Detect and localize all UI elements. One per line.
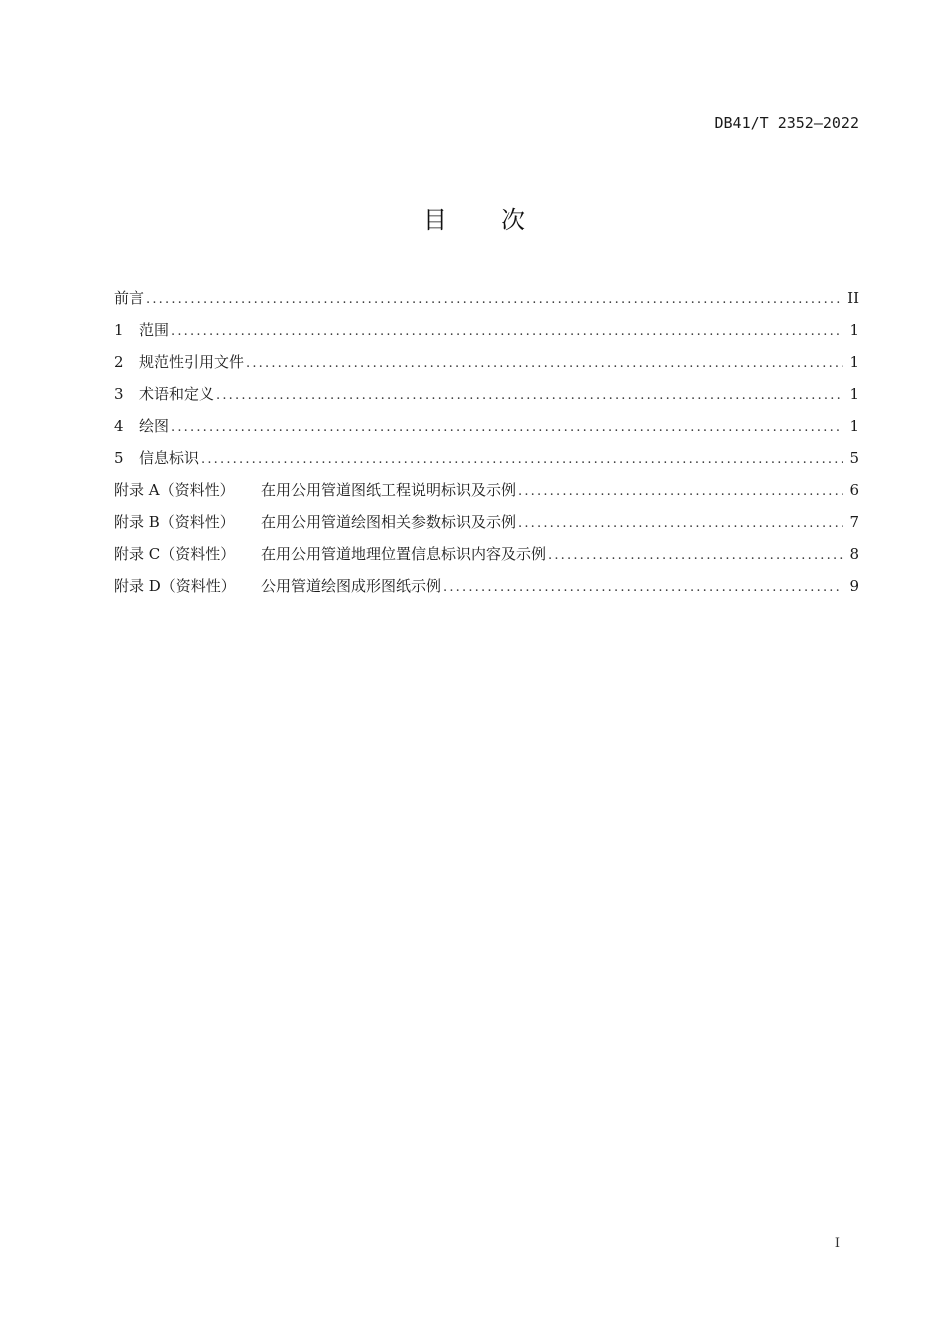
toc-leader-dots [216,384,843,408]
toc-entry-information-marking[interactable] [114,446,859,478]
title-char-1: 目 [423,206,449,234]
toc-leader-dots [518,480,843,504]
toc-leader-dots [443,576,843,600]
page-number: I [834,1236,840,1251]
toc-entry-page: 1 [849,417,859,435]
toc-entry-page: 1 [849,353,859,371]
toc-leader-dots [146,288,843,312]
toc-entry-text: 范围 [139,321,170,339]
toc-entry-number: 3 [114,385,124,403]
toc-entry-page: 9 [849,577,859,595]
toc-entry-text: 绘图 [139,417,170,435]
title-char-2: 次 [501,206,527,234]
toc-entry-scope[interactable] [114,318,859,350]
toc-entry-text: 在用公用管道绘图相关参数标识及示例 [261,513,517,531]
toc-entry-appendix-d[interactable] [114,574,859,606]
toc-entry-page: 1 [849,385,859,403]
appendix-label: 附录 B（资料性） [114,513,235,531]
toc-entry-text: 在用公用管道地理位置信息标识内容及示例 [261,545,547,563]
appendix-label: 附录 A（资料性） [114,481,235,499]
toc-entry-page: 5 [849,449,859,467]
appendix-label: 附录 D（资料性） [114,577,236,595]
toc-entry-drawing[interactable] [114,414,859,446]
toc-entry-number: 4 [114,417,124,435]
toc-entry-page: 6 [849,481,859,499]
toc-leader-dots [171,416,843,440]
toc-entry-text: 术语和定义 [139,385,215,403]
page-title [0,200,950,235]
toc-entry-number: 2 [114,353,124,371]
toc-entry-appendix-a[interactable] [114,478,859,510]
toc-entry-page: 8 [849,545,859,563]
toc-entry-normative-references[interactable] [114,350,859,382]
toc-entry-page: 7 [849,513,859,531]
toc-entry-number: 5 [114,449,124,467]
toc-entry-terms-definitions[interactable] [114,382,859,414]
toc-entry-appendix-c[interactable] [114,542,859,574]
toc-leader-dots [201,448,843,472]
toc-entry-foreword[interactable] [114,286,859,318]
appendix-label: 附录 C（资料性） [114,545,236,563]
toc-leader-dots [518,512,843,536]
toc-leader-dots [246,352,843,376]
toc-entry-page: II [847,289,859,307]
document-code: DB41/T 2352—2022 [714,114,859,132]
toc-entry-text: 在用公用管道图纸工程说明标识及示例 [261,481,517,499]
toc-leader-dots [548,544,843,568]
table-of-contents [114,286,859,606]
toc-leader-dots [171,320,843,344]
toc-entry-page: 1 [849,321,859,339]
toc-entry-number: 1 [114,321,124,339]
toc-entry-text: 规范性引用文件 [139,353,245,371]
toc-entry-text: 公用管道绘图成形图纸示例 [261,577,442,595]
toc-entry-text: 信息标识 [139,449,200,467]
toc-entry-appendix-b[interactable] [114,510,859,542]
toc-entry-text: 前言 [114,289,145,307]
